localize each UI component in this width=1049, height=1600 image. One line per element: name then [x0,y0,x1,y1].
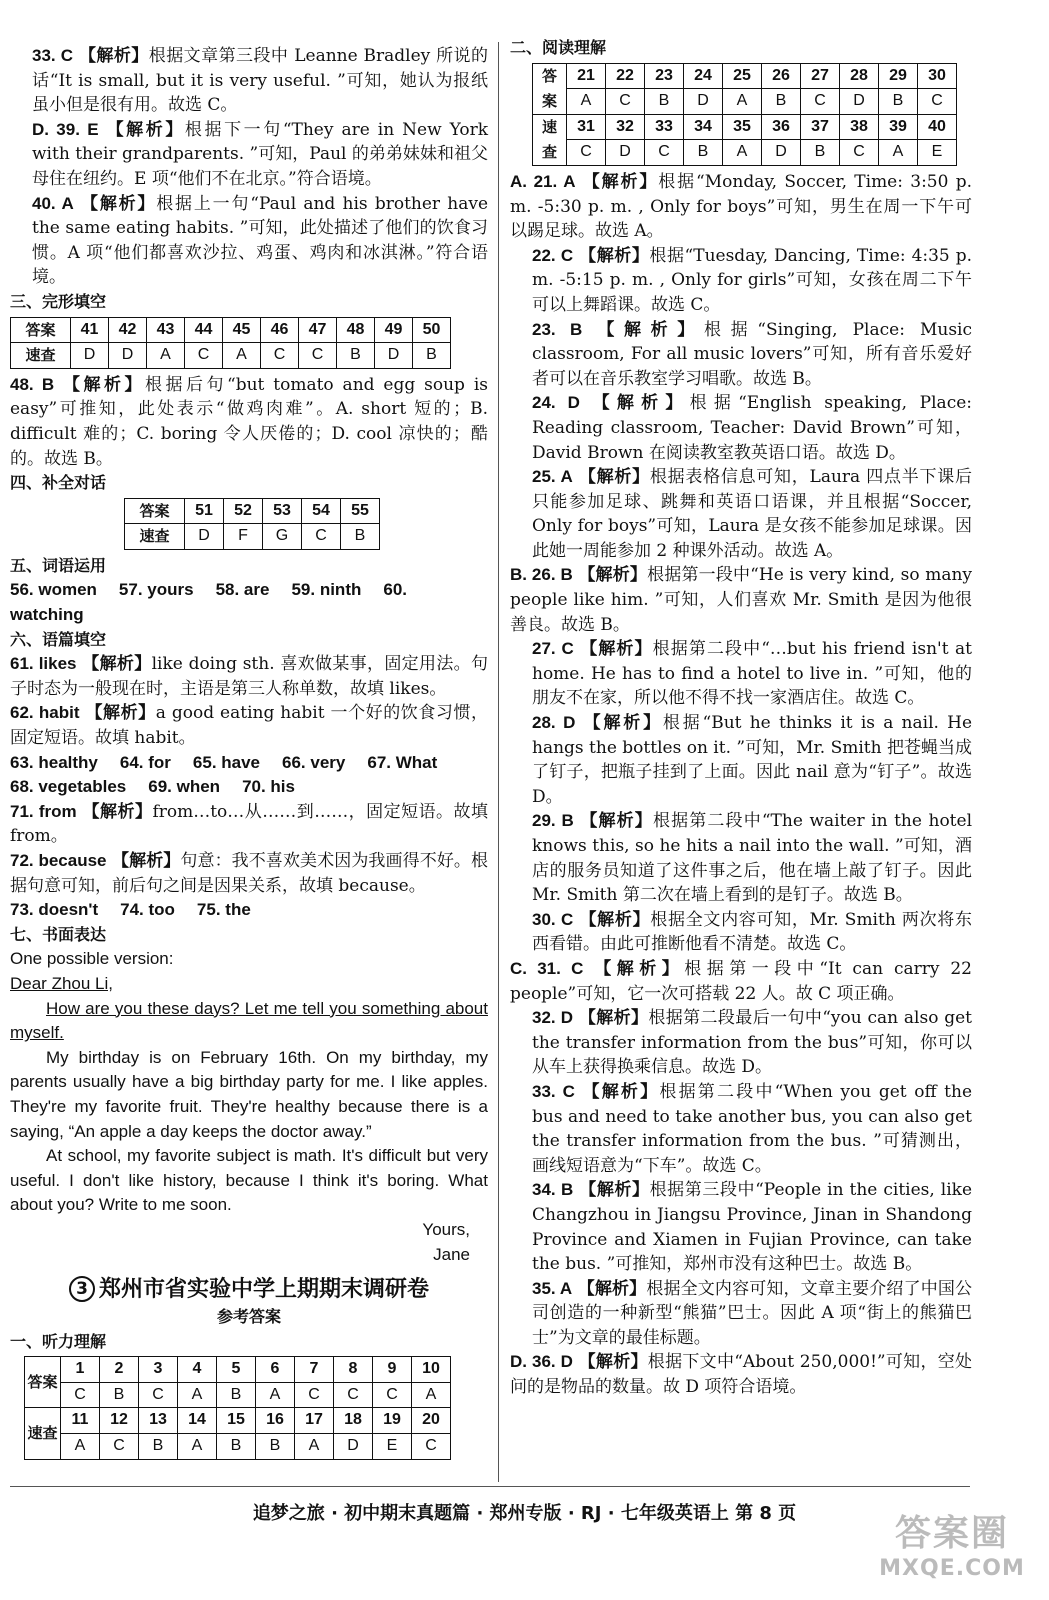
answer-letter: A [723,140,762,166]
item-explanation: 根据第三段中“People in the cities, like Changzhou in Jiangsu Province, Jinan in Shandong Province and Xiamen in Fujian Province, can take the bus. ”可推知，郑州市没有这种巴士。故选 B。 [532,1180,973,1275]
answer-letter: D [71,343,109,369]
item-label: 62. habit [10,703,80,723]
left-column [10,44,488,1464]
answer-letter: A [147,343,185,369]
answer-number: 42 [109,317,147,343]
answer-number: 4 [178,1357,217,1383]
answer-item [510,465,972,563]
section-2-title: 二、阅读理解 [510,38,607,57]
answer-number: 26 [762,63,801,89]
answer-60: 60. watching [10,580,408,625]
item-explanation: from…to…从……到……，固定短语。故填 from。 [10,801,489,847]
answer-item [510,318,972,392]
answer-letter: A [223,343,261,369]
answer-letter: A [178,1382,217,1408]
table-header-lookup: 速查 [11,343,71,369]
answer-64: 64. for [119,752,171,772]
answer-number: 2 [100,1357,139,1383]
analysis-tag: 【解析】 [577,1278,647,1299]
analysis-tag: 【解析】 [85,703,156,724]
answer-letter: B [217,1434,256,1460]
item-explanation: 句意：我不喜欢美术因为我画得不好。根据句意可知，前后句之间是因果关系，故填 because。 [10,851,489,896]
answer-item [10,192,488,290]
answer-number: 28 [840,63,879,89]
answer-number: 9 [373,1357,412,1383]
item-label: 22. C [532,245,574,265]
answer-number: 1 [61,1357,100,1383]
answer-letter: C [645,140,684,166]
answer-56: 56. women [10,580,97,600]
answer-letter: A [295,1434,334,1460]
right-answer-items [510,170,972,1400]
answer-letter: B [801,140,840,166]
answer-number: 21 [567,63,606,89]
item-label: 29. B [532,811,574,831]
answer-75: 75. the [196,900,251,920]
item-explanation: 根据全文内容可知，Mr. Smith 两次将东西看错。由此可推断他看不清楚。故选 C。 [532,909,972,955]
item-label: A. 21. A [510,171,576,191]
table-header-lookup: 速查 [533,114,567,165]
answer-letter: B [879,89,918,115]
analysis-tag: 【解析】 [578,467,650,488]
item-explanation: 根据文章第三段中 Leanne Bradley 所说的话“It is small, but it is very useful. ”可知，她认为报纸虽小但是很有用。故选 C。 [32,46,489,116]
answer-letter: C [567,140,606,166]
analysis-tag: 【解析】 [82,654,152,675]
answer-number: 46 [261,317,299,343]
answer-letter: C [295,1382,334,1408]
right-column [510,38,973,1400]
answer-item-48 [10,373,488,471]
analysis-tag: 【解析】 [579,245,650,266]
section-7-title: 七、书面表达 [10,924,107,944]
answer-letter: C [840,140,879,166]
item-explanation: 根据表格信息可知，Laura 四点半下课后只能参加足球、跳舞和英语口语课，并且根据“Soccer, Only for boys”可知，Laura 是女孩不能参加足球课。因此她一周能参加 2 种课外活动。故选 A。 [532,467,973,561]
analysis-tag: 【解析】 [594,958,685,979]
left-top-items [10,44,488,290]
answer-letter: E [373,1434,412,1460]
watermark-url: MXQE.COM [879,1556,1025,1581]
analysis-tag: 【解析】 [578,565,648,586]
essay-paragraph-3: At school, my favorite subject is math. It's difficult but very useful. I don't like history, because I think it's boring. What about you? Write to me soon. [10,1146,488,1215]
answer-number: 45 [223,317,261,343]
section-1-title: 一、听力理解 [10,1331,107,1351]
answer-number: 29 [879,63,918,89]
paper-title-text: 郑州市省实验中学上期期末调研卷 [98,1277,429,1303]
answer-letter: F [224,524,263,550]
section-6-title: 六、语篇填空 [10,629,107,649]
item-label: B. 26. B [510,565,573,585]
answer-number: 16 [256,1408,295,1434]
answer-59: 59. ninth [291,580,362,600]
item-label: C. 31. C [510,958,584,978]
answer-letter: C [185,343,223,369]
item-label: 30. C [532,909,574,929]
section-5-title: 五、词语运用 [10,555,107,575]
answers-73-75 [10,898,488,923]
answer-letter: C [412,1434,451,1460]
section-2-answer-table [532,63,957,166]
answer-number: 17 [295,1408,334,1434]
answer-letter: B [645,89,684,115]
analysis-tag: 【解析】 [580,639,653,660]
answer-letter: C [302,524,341,550]
answer-letter: B [256,1434,295,1460]
item-label: 48. B [10,374,55,394]
table-header-lookup: 速查 [25,1408,61,1459]
answer-letter: B [337,343,375,369]
essay-greeting: Dear Zhou Li, [10,973,113,993]
answer-letter: B [684,140,723,166]
analysis-tag: 【解析】 [580,811,653,832]
answer-number: 41 [71,317,109,343]
answer-letter: C [373,1382,412,1408]
answer-letter: C [100,1434,139,1460]
analysis-tag: 【解析】 [592,393,690,414]
essay-closing: Yours, [422,1219,470,1239]
answer-number: 33 [645,114,684,140]
item-explanation: 根据下文中“About 250,000!”可知，空处问的是物品的数量。故 D 项符合语境。 [510,1352,973,1398]
table-header-answer: 答案 [533,63,567,114]
answer-letter: C [334,1382,373,1408]
answer-letter: C [606,89,645,115]
analysis-tag: 【解析】 [582,171,659,192]
answer-number: 18 [334,1408,373,1434]
answer-letter: C [139,1382,178,1408]
answer-number: 32 [606,114,645,140]
item-label: 25. A [532,467,573,487]
item-explanation: 根据“But he thinks it is a nail. He hangs the bottles on it. ”可知，Mr. Smith 把苍蝇当成了钉子，把瓶子挂到了上面。因此 nail 意为“钉子”。故选 D。 [532,713,973,807]
answer-item [510,170,972,244]
answer-item-61 [10,652,488,701]
answer-58: 58. are [215,580,270,600]
item-explanation: 根据“Monday, Soccer, Time: 3:50 p. m. -5:30 p. m. , Only for boys”可知，男生在周一下午可以踢足球。故选 A。 [510,171,972,242]
item-explanation: 根据第一段中“He is very kind, so many people like him. ”可知，人们喜欢 Mr. Smith 是因为他很善良。故选 B。 [510,565,973,635]
answer-number: 8 [334,1357,373,1383]
answer-letter: A [256,1382,295,1408]
item-label: 27. C [532,639,574,659]
analysis-tag: 【解析】 [82,801,153,822]
answer-item [510,637,972,711]
item-explanation: 根据全文内容可知，文章主要介绍了中国公司创造的一种新型“熊猫”巴士。因此 A 项“街上的熊猫巴士”为文章的最佳标题。 [532,1278,973,1348]
answer-letter: D [334,1434,373,1460]
answer-number: 11 [61,1408,100,1434]
paper-subtitle: 参考答案 [216,1307,281,1327]
analysis-tag: 【解析】 [112,851,181,871]
item-label: 35. A [532,1278,573,1298]
answer-number: 50 [413,317,451,343]
essay-signature: Jane [433,1244,470,1264]
analysis-tag: 【解析】 [78,46,149,66]
table-header-answer: 答案 [11,317,71,343]
answer-65: 65. have [192,752,261,772]
item-label: 28. D [532,713,576,733]
answer-number: 5 [217,1357,256,1383]
answer-letter: D [684,89,723,115]
answer-number: 22 [606,63,645,89]
answer-item [510,1277,972,1351]
item-explanation: 根据第二段中“When you get off the bus and need to take another bus, you can also get the transfer information from the bus. ”可猜测出，画线短语意为“下车”。故选 C。 [532,1081,972,1176]
item-label: 72. because [10,851,107,870]
answer-letter: A [723,89,762,115]
answer-item [510,1178,972,1276]
item-explanation: like doing sth. 喜欢做某事，固定用法。句子时态为一般现在时，主语是第三人称单数，故填 likes。 [10,654,489,699]
answer-63: 63. healthy [10,752,98,772]
answer-letter: C [918,89,957,115]
item-label: 40. A [32,193,74,213]
answer-number: 54 [302,498,341,524]
answer-letter: A [567,89,606,115]
answer-number: 55 [341,498,380,524]
answer-number: 51 [185,498,224,524]
answer-number: 53 [263,498,302,524]
table-header-answer: 答案 [125,498,185,524]
answer-number: 15 [217,1408,256,1434]
paper-number-badge: 3 [69,1276,95,1302]
answers-68-70 [10,775,488,800]
answer-item [10,118,488,192]
item-explanation: 根据下一句“They are in New York with their grandparents. ”可知，Paul 的弟弟妹妹和祖父母住在纽约。E 项“他们不在北京。”符合语境。 [32,119,489,189]
answer-item [510,957,972,1006]
answer-number: 44 [185,317,223,343]
answer-number: 30 [918,63,957,89]
item-label: 34. B [532,1180,574,1200]
answer-letter: B [762,89,801,115]
answer-number: 14 [178,1408,217,1434]
answer-letter: A [61,1434,100,1460]
answer-letter: C [299,343,337,369]
answer-number: 24 [684,63,723,89]
watermark-logo [877,1512,1027,1590]
answer-item [510,563,972,637]
answer-item-62 [10,701,488,750]
answer-item [510,711,972,809]
answer-number: 7 [295,1357,334,1383]
item-label: 24. D [532,393,580,413]
answer-number: 27 [801,63,840,89]
answer-item-71 [10,800,488,849]
answer-number: 47 [299,317,337,343]
answer-item [10,44,488,118]
paper-title [10,1275,488,1305]
section-4-title: 四、补全对话 [10,473,107,493]
analysis-tag: 【解析】 [597,319,704,340]
answer-66: 66. very [282,752,346,772]
answer-letter: C [801,89,840,115]
version-label: One possible version: [10,949,174,969]
answer-68: 68. vegetables [10,777,127,797]
answer-number: 6 [256,1357,295,1383]
item-label: D. 36. D [510,1352,573,1372]
analysis-tag: 【解析】 [582,1081,660,1102]
answer-item-72 [10,849,488,898]
answer-number: 49 [375,317,413,343]
essay-paragraph-1: How are you these days? Let me tell you something about myself. [10,998,488,1043]
answers-63-67 [10,751,488,776]
answer-number: 48 [337,317,375,343]
answer-item [510,1080,972,1178]
table-header-answer: 答案 [25,1357,61,1408]
item-explanation: 根据“English speaking, Place: Reading classroom, Teacher: David Brown”可知，David Brown 在阅读教室教英语口语。故选 D。 [532,393,973,463]
answer-number: 10 [412,1357,451,1383]
section-3-title: 三、完形填空 [10,291,107,311]
section-1-answer-table [24,1356,451,1459]
answer-67: 67. What [367,752,438,772]
item-explanation: 根据后句“but tomato and egg soup is easy”可推知，此处表示“做鸡肉难”。A. short 短的；B. difficult 难的；C. boring 令人厌倦的；D. cool 凉快的；酷的。故选 B。 [10,374,488,469]
item-label: 71. from [10,801,77,821]
answer-letter: B [341,524,380,550]
answer-69: 69. when [148,777,221,797]
answer-number: 12 [100,1408,139,1434]
answer-letter: G [263,524,302,550]
item-explanation: 根据“Singing, Place: Music classroom, For all music lovers”可知，所有音乐爱好者可以在音乐教室学习唱歌。故选 B。 [532,319,973,389]
item-label: 33. C [32,46,74,65]
answer-item [510,809,972,907]
answer-number: 20 [412,1408,451,1434]
answer-letter: A [412,1382,451,1408]
table-header-lookup: 速查 [125,524,185,550]
analysis-tag: 【解析】 [81,193,157,214]
analysis-tag: 【解析】 [578,1008,649,1029]
column-divider [498,42,499,1482]
item-label: 32. D [532,1008,574,1028]
item-explanation: 根据第一段中“It can carry 22 people”可知，它一次可搭载 22 人。故 C 项正确。 [510,958,972,1004]
answer-item [510,1350,972,1399]
item-explanation: 根据第二段中“…but his friend isn't at home. He has to find a hotel to live in. ”可知，他的朋友不在家，所以他不得不找一家酒店住。故选 C。 [532,639,972,709]
analysis-tag: 【解析】 [106,119,185,140]
analysis-tag: 【解析】 [63,374,146,395]
answer-letter: A [879,140,918,166]
answer-number: 13 [139,1408,178,1434]
answer-number: 40 [918,114,957,140]
section-4-answer-table [124,498,380,550]
section-5-answers [10,578,488,627]
answer-letter: D [762,140,801,166]
item-explanation: 根据第二段最后一句中“you can also get the transfer information from the bus”可知，你可以从车上获得换乘信息。故选 D。 [532,1008,972,1078]
section-3-answer-table [10,317,451,369]
answer-letter: E [918,140,957,166]
answer-number: 38 [840,114,879,140]
answer-letter: D [109,343,147,369]
answer-number: 3 [139,1357,178,1383]
answer-letter: B [139,1434,178,1460]
analysis-tag: 【解析】 [578,1352,648,1373]
answer-57: 57. yours [118,580,194,600]
page-footer: 追梦之旅 · 初中期末真题篇 · 郑州专版 · RJ · 七年级英语上 第 8 页 [252,1503,797,1524]
answer-70: 70. his [242,777,295,797]
item-label: 61. likes [10,654,77,674]
answer-number: 23 [645,63,684,89]
answer-letter: D [375,343,413,369]
answer-letter: D [606,140,645,166]
answer-letter: B [217,1382,256,1408]
answer-73: 73. doesn't [10,900,99,920]
analysis-tag: 【解析】 [583,713,663,734]
answer-number: 25 [723,63,762,89]
answer-number: 37 [801,114,840,140]
answer-74: 74. too [120,900,175,920]
answer-number: 34 [684,114,723,140]
answer-number: 43 [147,317,185,343]
item-label: D. 39. E [32,119,99,139]
answer-letter: B [413,343,451,369]
answer-item [510,1006,972,1080]
answer-item [510,391,972,465]
answer-number: 52 [224,498,263,524]
answer-number: 35 [723,114,762,140]
answer-letter: D [840,89,879,115]
answer-letter: D [185,524,224,550]
answer-number: 39 [879,114,918,140]
item-explanation: 根据上一句“Paul and his brother have the same eating habits. ”可知，此处描述了他们的饮食习惯。A 项“他们都喜欢沙拉、鸡蛋、鸡肉和冰淇淋。”符合语境。 [32,193,489,288]
answer-number: 19 [373,1408,412,1434]
answer-number: 36 [762,114,801,140]
item-label: 23. B [532,319,583,339]
answer-item [510,244,972,318]
footer-divider [10,1486,970,1487]
analysis-tag: 【解析】 [579,1180,650,1201]
essay-paragraph-2: My birthday is on February 16th. On my birthday, my parents usually have a big birthday party for me. I like apples. They're my favorite fruit. They're healthy because there is a saying, “An apple a day keeps the doctor away.” [10,1047,488,1141]
item-explanation: a good eating habit 一个好的饮食习惯，固定短语。故填 habit。 [10,703,489,749]
analysis-tag: 【解析】 [579,909,651,930]
watermark-text: 答案圈 [894,1513,1009,1554]
answer-number: 31 [567,114,606,140]
item-label: 33. C [532,1081,575,1101]
item-explanation: 根据“Tuesday, Dancing, Time: 4:35 p. m. -5:15 p. m. , Only for girls”可知，女孩在周二下午可以上舞蹈课。故选 C。 [532,245,972,315]
answer-letter: C [61,1382,100,1408]
answer-letter: C [261,343,299,369]
item-explanation: 根据第二段中“The waiter in the hotel knows this, so he hits a nail into the wall. ”可知，酒店的服务员知道了这件事之后，他在墙上敲了钉子。因此 Mr. Smith 第二次在墙上看到的是钉子。故选 B。 [532,811,973,906]
answer-letter: A [178,1434,217,1460]
answer-letter: B [100,1382,139,1408]
answer-item [510,908,972,957]
